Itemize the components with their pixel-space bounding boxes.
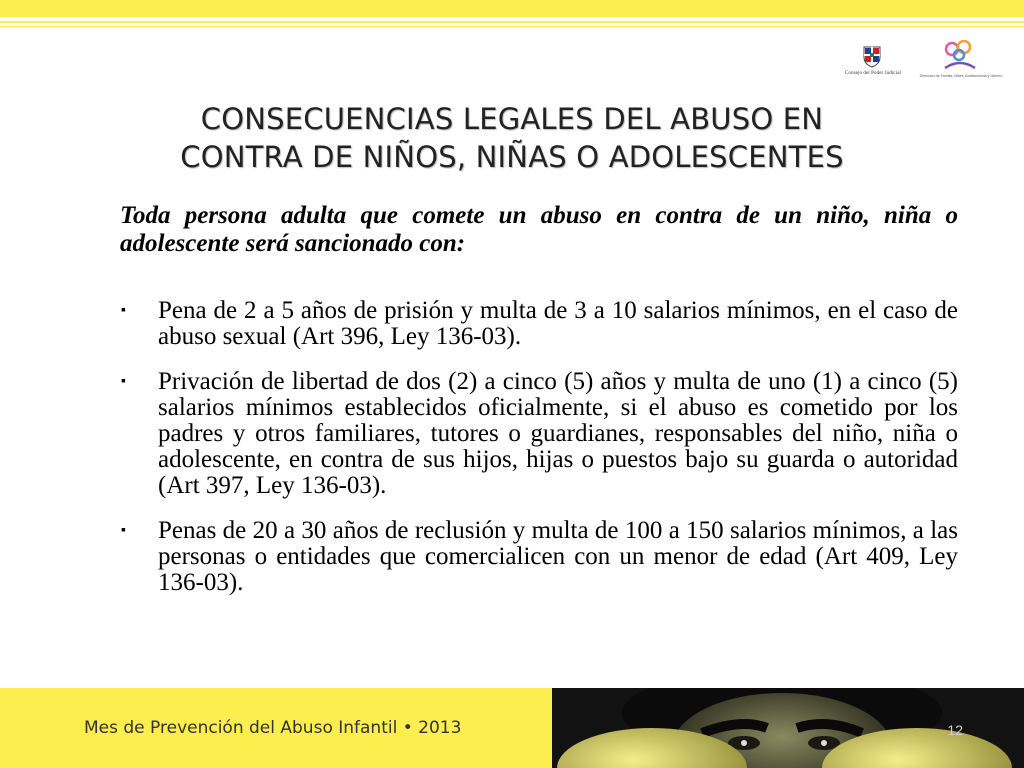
coat-of-arms-icon	[862, 44, 882, 68]
list-item	[118, 369, 958, 499]
list-item	[118, 518, 958, 596]
list-item-text: Pena de 2 a 5 años de prisión y multa de 3 a 10 salarios mínimos, en el caso de abuso sexual (Art 396, Ley 136-03).	[158, 297, 958, 350]
family-figures-icon	[942, 40, 978, 72]
top-yellow-bar	[0, 0, 1024, 17]
logo-caption-right: Dirección de Familia, Niñez, Adolescencia y Género	[919, 74, 1003, 78]
bullet-marker-icon: ▪	[121, 374, 126, 389]
footer-campaign-text: Mes de Prevención del Abuso Infantil • 2013	[84, 718, 462, 738]
list-item-text: Privación de libertad de dos (2) a cinco (5) años y multa de uno (1) a cinco (5) salarios mínimos establecidos oficialmente, si el abuso es cometido por los padres y otros familiares, tutores o guardianes, responsables del niño, niña o adolescente, en contra de sus hijos, hijas o puestos bajo su guarda o autoridad (Art 397, Ley 136-03).	[158, 368, 958, 499]
footer-yellow-panel	[0, 688, 552, 768]
footer-band	[0, 688, 1024, 768]
top-divider-thin-line	[0, 26, 1024, 27]
sanctions-list	[118, 298, 958, 615]
slide-title-line-1: CONSECUENCIAS LEGALES DEL ABUSO EN	[200, 102, 824, 136]
list-item-text: Penas de 20 a 30 años de reclusión y multa de 100 a 150 salarios mínimos, a las personas o entidades que comercialicen con un menor de edad (Art 409, Ley 136-03).	[158, 517, 958, 596]
bullet-marker-icon: ▪	[121, 303, 126, 318]
footer-photo	[552, 688, 1024, 768]
slide-title-line-2: CONTRA DE NIÑOS, NIÑAS O ADOLESCENTES	[180, 140, 844, 174]
direccion-familia-logo	[918, 40, 1004, 90]
intro-text: Toda persona adulta que comete un abuso en contra de un niño, niña o adolescente será sancionado con:	[120, 202, 958, 257]
slide-title	[80, 100, 944, 176]
top-divider-line	[0, 21, 1024, 23]
poder-judicial-logo	[838, 42, 908, 82]
list-item	[118, 298, 958, 350]
bullet-marker-icon: ▪	[121, 523, 126, 538]
logo-caption-left: Consejo del Poder Judicial	[844, 71, 902, 76]
page-number: 12	[947, 722, 963, 738]
